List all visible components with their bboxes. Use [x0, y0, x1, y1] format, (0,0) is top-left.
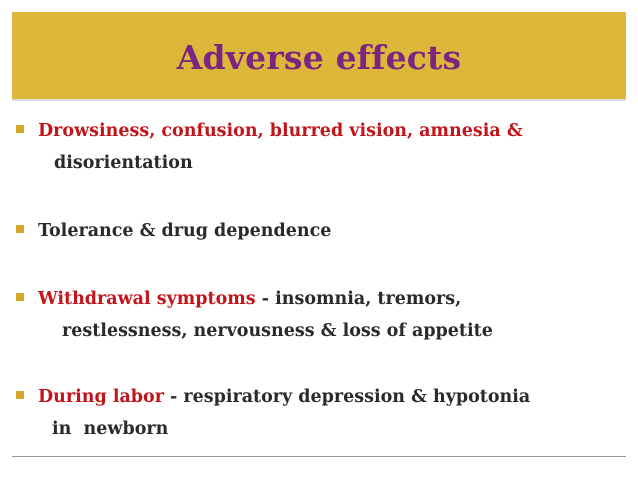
- list-item-2: [16, 216, 331, 246]
- list-item-3: [16, 284, 461, 314]
- square-bullet-icon: [16, 391, 24, 399]
- item-1-continuation: disorientation: [54, 153, 193, 173]
- list-item-4: [16, 382, 530, 412]
- item-1-highlight: Drowsiness, confusion, blurred vision, amnesia &: [38, 121, 523, 141]
- item-4-highlight: During labor: [38, 387, 164, 407]
- square-bullet-icon: [16, 293, 24, 301]
- item-4-text: - respiratory depression & hypotonia: [163, 387, 531, 407]
- list-item-1: [16, 116, 523, 146]
- title-divider: [12, 99, 626, 101]
- slide-title: Adverse effects: [176, 38, 462, 77]
- item-3-continuation: restlessness, nervousness & loss of appetite: [62, 321, 493, 341]
- footer-divider: [12, 456, 626, 457]
- item-3-text: - insomnia, tremors,: [255, 289, 462, 309]
- item-3-highlight: Withdrawal symptoms: [38, 289, 256, 309]
- item-4-continuation: in newborn: [52, 419, 169, 439]
- square-bullet-icon: [16, 125, 24, 133]
- square-bullet-icon: [16, 225, 24, 233]
- item-2-text: Tolerance & drug dependence: [38, 221, 332, 241]
